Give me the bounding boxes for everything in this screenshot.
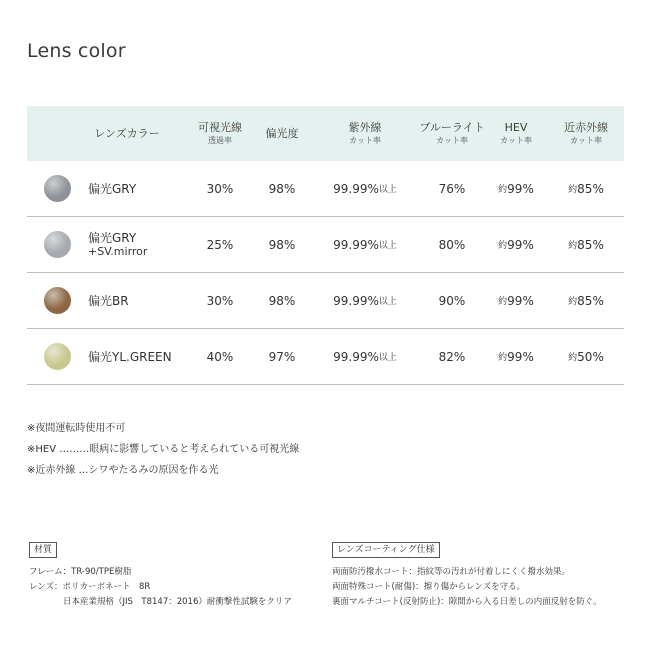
lens-color-table [27, 106, 624, 385]
header-polarization: 偏光度 [265, 126, 299, 140]
table-row [27, 329, 624, 385]
polarization-value: 98% [268, 237, 296, 252]
polarization-value: 98% [268, 181, 296, 196]
lens-swatch-icon [44, 343, 71, 370]
bluelight-value: 76% [438, 181, 466, 196]
hev-value: 約 99% [498, 293, 534, 308]
header-bluelight: ブルーライト カット率 [419, 121, 485, 145]
bluelight-value: 82% [438, 349, 466, 364]
coating-scratch: 両面特殊コート(耐傷)：擦り傷からレンズを守る。 [332, 582, 526, 592]
header-transmission: 可視光線 透過率 [198, 121, 242, 145]
transmission-value: 40% [206, 349, 234, 364]
page-title: Lens color [27, 40, 126, 62]
table-row [27, 217, 624, 273]
hev-value: 約 99% [498, 181, 534, 196]
bluelight-value: 90% [438, 293, 466, 308]
material-standard: 日本産業規格（JIS T8147：2016）耐衝撃性試験をクリア [29, 597, 292, 607]
material-frame: フレーム：TR-90/TPE樹脂 [29, 567, 132, 577]
table-header [27, 106, 624, 161]
note-near-infrared: ※近赤外線 …シワやたるみの原因を作る光 [27, 465, 219, 476]
near-infrared-value: 約 85% [568, 237, 604, 252]
header-hev: HEV カット率 [500, 121, 532, 145]
table-row [27, 273, 624, 329]
header-lens-color: レンズカラー [94, 126, 160, 140]
table-row [27, 161, 624, 217]
uv-value: 99.99% 以上 [333, 181, 397, 196]
lens-name: 偏光GRY +SV.mirror [88, 230, 148, 258]
lens-name: 偏光YL.GREEN [88, 349, 172, 364]
lens-swatch-icon [44, 287, 71, 314]
note-hev: ※HEV ………眼病に影響していると考えられている可視光線 [27, 444, 300, 455]
material-specs [29, 565, 292, 610]
notes [27, 418, 299, 481]
uv-value: 99.99% 以上 [333, 349, 397, 364]
coating-antireflection: 裏面マルチコート(反射防止)：隙間から入る日差しの内面反射を防ぐ。 [332, 597, 602, 607]
coating-antifouling: 両面防汚撥水コート：指紋等の汚れが付着しにくく撥水効果。 [332, 567, 571, 577]
near-infrared-value: 約 50% [568, 349, 604, 364]
coating-specs [332, 565, 602, 610]
transmission-value: 30% [206, 293, 234, 308]
coating-label: レンズコーティング仕様 [332, 542, 440, 558]
note-night-driving: ※夜間運転時使用不可 [27, 423, 126, 434]
lens-swatch-icon [44, 175, 71, 202]
material-lens: レンズ：ポリカーボネート 8R [29, 582, 151, 592]
bluelight-value: 80% [438, 237, 466, 252]
near-infrared-value: 約 85% [568, 293, 604, 308]
lens-swatch-icon [44, 231, 71, 258]
hev-value: 約 99% [498, 349, 534, 364]
polarization-value: 98% [268, 293, 296, 308]
polarization-value: 97% [268, 349, 296, 364]
hev-value: 約 99% [498, 237, 534, 252]
uv-value: 99.99% 以上 [333, 293, 397, 308]
lens-name: 偏光BR [88, 293, 129, 308]
uv-value: 99.99% 以上 [333, 237, 397, 252]
material-label: 材質 [29, 542, 57, 558]
header-uv: 紫外線 カット率 [348, 121, 382, 145]
transmission-value: 30% [206, 181, 234, 196]
transmission-value: 25% [206, 237, 234, 252]
header-near-infrared: 近赤外線 カット率 [564, 121, 608, 145]
near-infrared-value: 約 85% [568, 181, 604, 196]
lens-name: 偏光GRY [88, 181, 137, 196]
